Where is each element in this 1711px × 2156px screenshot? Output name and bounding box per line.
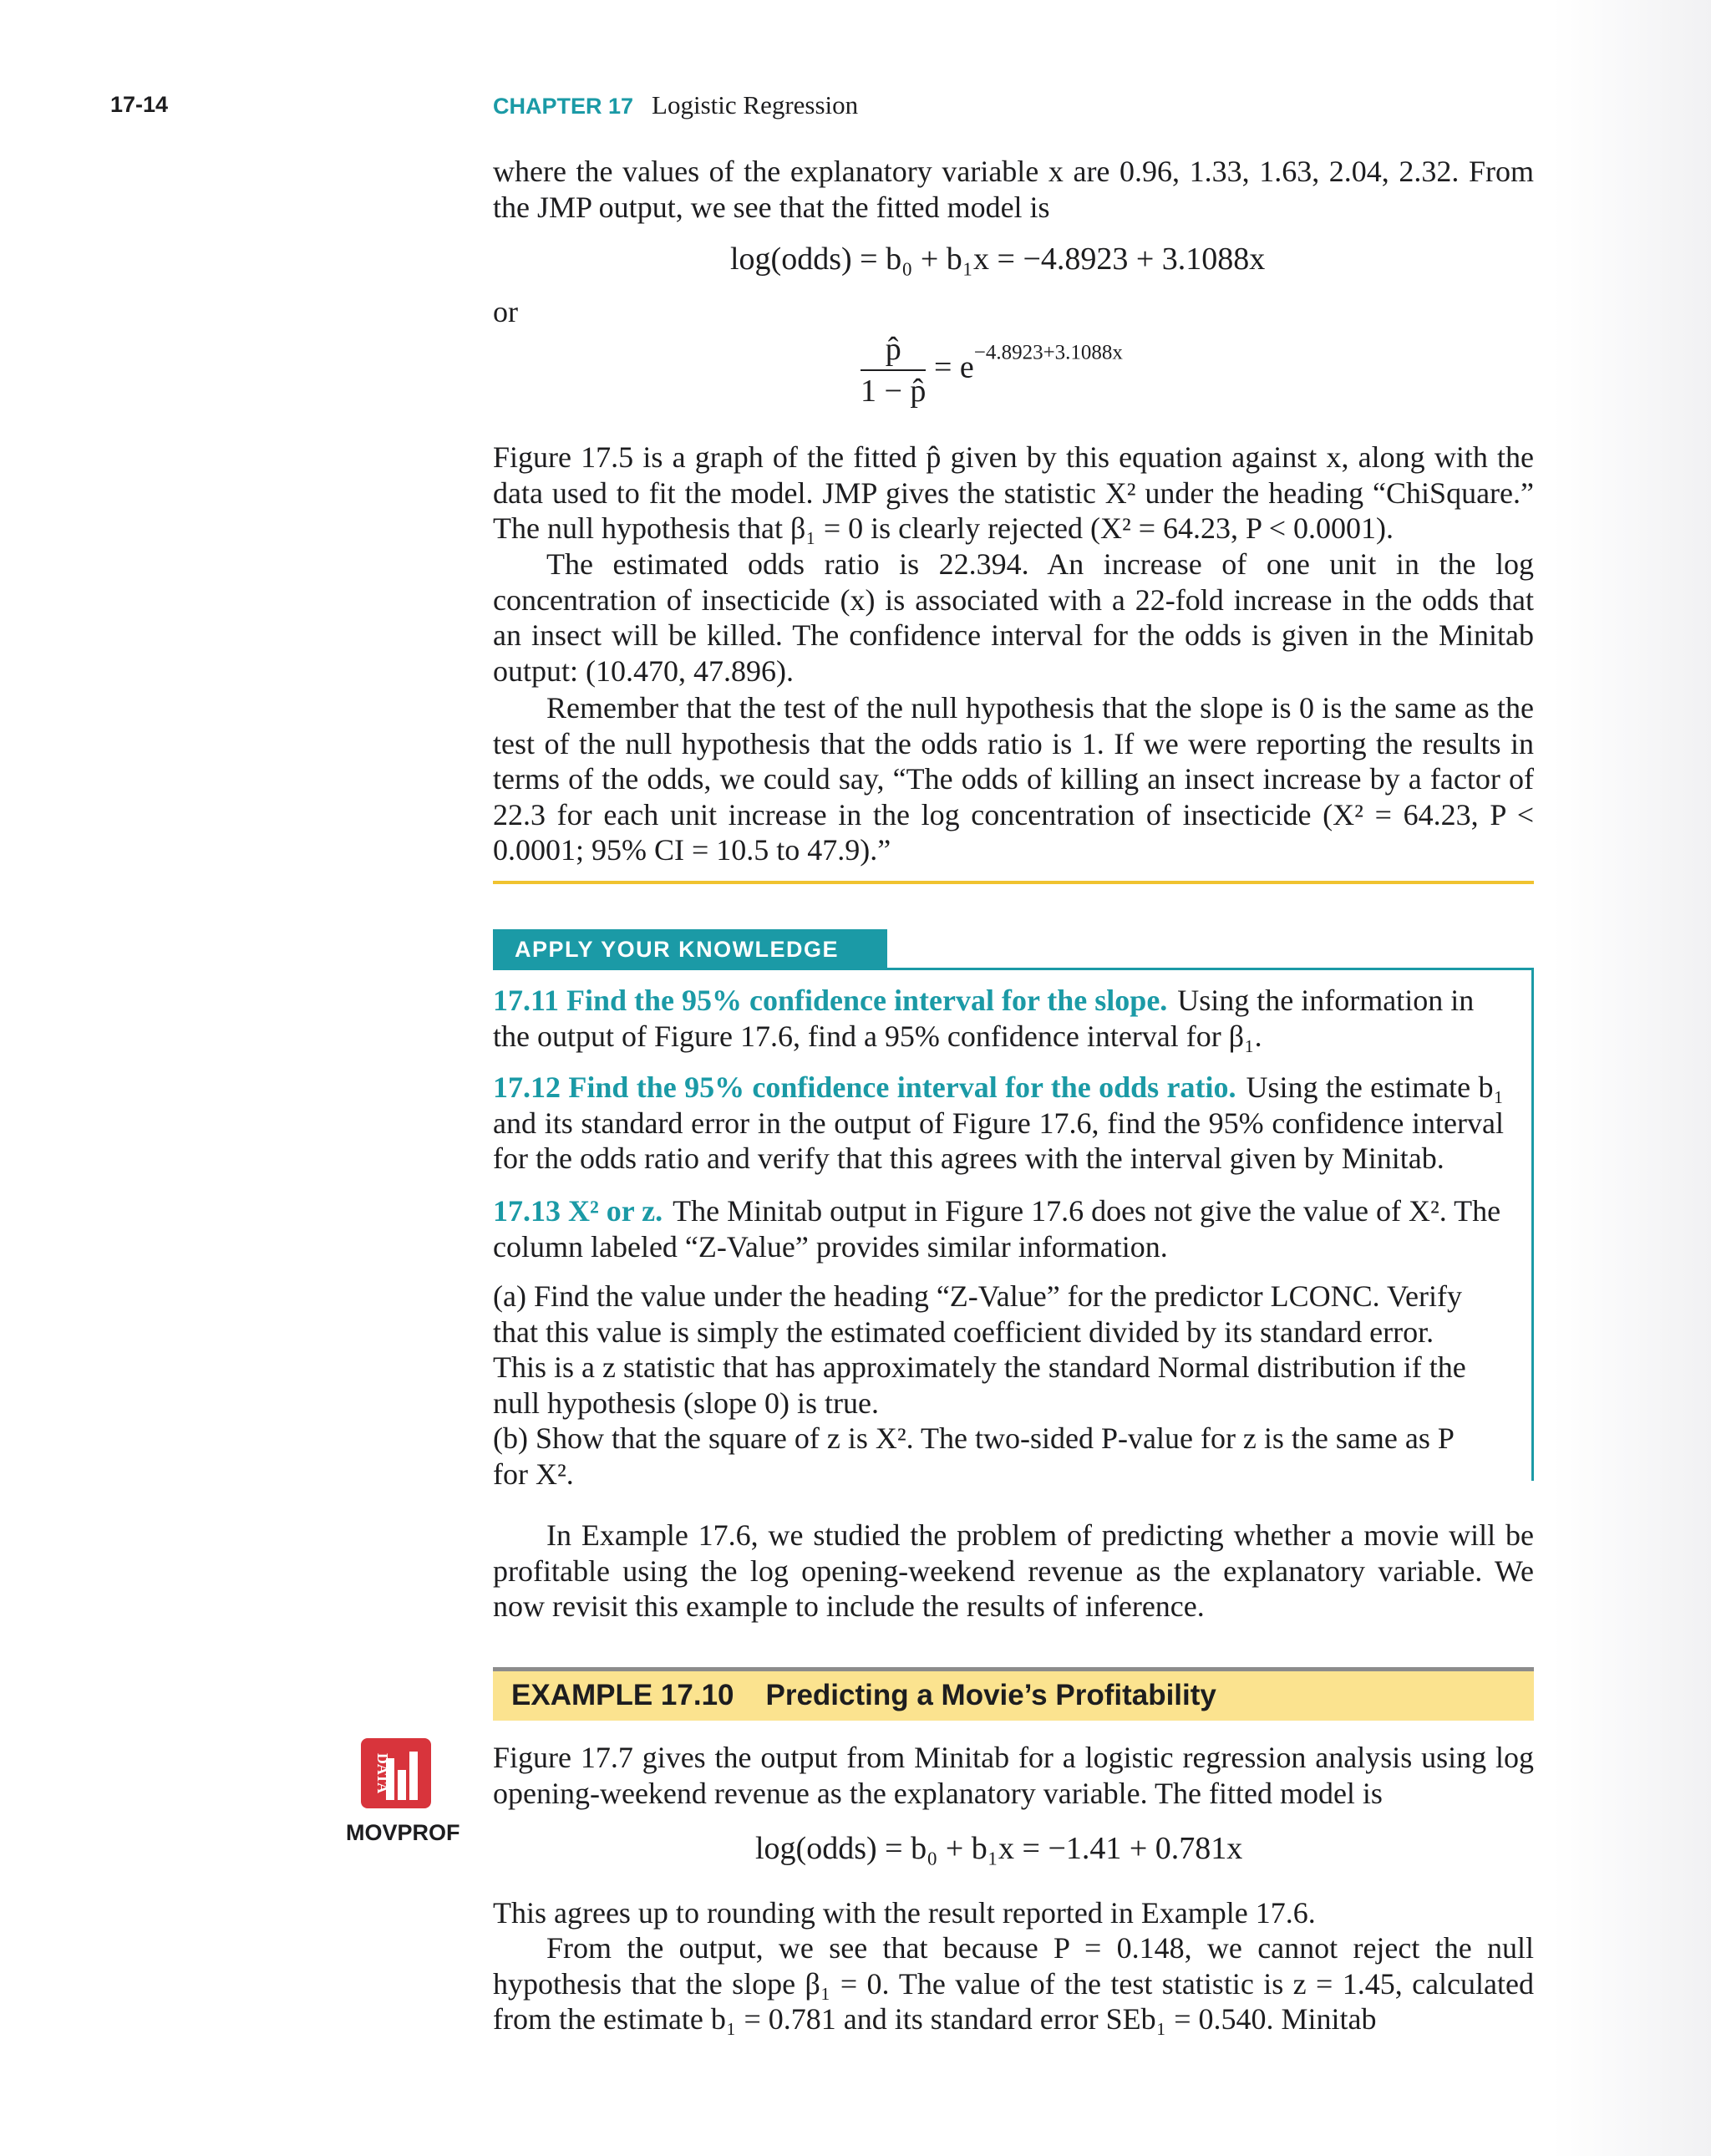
reporting-paragraph: Remember that the test of the null hypothesis that the slope is 0 is the same as the test of the null hypothesis that the odds ratio is 1. If we were reporting the results in terms of the odds, we could say, “The odds of killing an insect increase by a factor of 22.3 for each unit increase in the log concentration of insecticide (X² = 64.23, P < 0.0001; 95% CI = 10.5 to 47.9).” <box>493 691 1534 867</box>
chapter-title: Logistic Regression <box>652 90 859 119</box>
or-connector: or <box>493 295 518 328</box>
odds-fraction <box>861 331 926 409</box>
exercise-heading: 17.13 X² or z. <box>493 1194 663 1228</box>
equation-rhs: = b₀ + b₁x = −1.41 + 0.781x <box>885 1831 1243 1866</box>
equation-lhs: log(odds) <box>755 1831 877 1866</box>
example-intro-paragraph: Figure 17.7 gives the output from Minitab for a logistic regression analysis using log opening-weekend revenue as the explanatory variable. The fitted model is <box>493 1741 1534 1810</box>
exercise-body: Using the information in the output of Figure 17.6, find a 95% confidence interval for β₁. <box>493 984 1475 1053</box>
exercise-part-b: (b) Show that the square of z is X². The two-sided P-value for z is the same as P for X². <box>493 1421 1454 1491</box>
exercise-heading: 17.12 Find the 95% confidence interval for the odds ratio. <box>493 1070 1236 1104</box>
equation-equals-e: = e <box>933 349 974 385</box>
data-set-caption: MOVPROF <box>346 1820 460 1845</box>
data-icon-label: DATA <box>374 1752 391 1794</box>
data-set-icon <box>361 1738 431 1808</box>
running-head <box>493 90 858 120</box>
equation-rhs: = b₀ + b₁x = −4.8923 + 3.1088x <box>860 242 1266 277</box>
inference-paragraph: From the output, we see that because P = 0.148, we cannot reject the null hypothesis that the slope β₁ = 0. The value of the test statistic is z = 1.45, calculated from the estimate b₁ = 0.781 and its standard error SEb₁ = 0.540. Minitab <box>493 1931 1534 2036</box>
exercise-heading: 17.11 Find the 95% confidence interval for the slope. <box>493 984 1168 1017</box>
odds-equation <box>861 331 1123 409</box>
fraction-numerator: p̂ <box>861 331 926 371</box>
section-divider <box>493 881 1534 884</box>
equation-exponent: −4.8923+3.1088x <box>973 341 1123 364</box>
fitted-model-equation <box>730 241 1265 277</box>
exercise-body: The Minitab output in Figure 17.6 does not give the value of X². The column labeled “Z-Value” provides similar information. <box>493 1194 1501 1264</box>
intro-paragraph: where the values of the explanatory variable x are 0.96, 1.33, 1.63, 2.04, 2.32. From the JMP output, we see that the fitted model is <box>493 155 1534 224</box>
exercise-part-a: (a) Find the value under the heading “Z-Value” for the predictor LCONC. Verify that this value is simply the estimated coefficient divided by its standard error. This is a z statistic that has approximately the standard Normal distribution if the null hypothesis (slope 0) is true. <box>493 1279 1466 1420</box>
movie-model-equation <box>755 1830 1242 1867</box>
page-edge-shadow <box>1552 0 1711 2156</box>
example-heading-bar <box>493 1667 1534 1721</box>
rounding-note-paragraph: This agrees up to rounding with the result reported in Example 17.6. <box>493 1896 1316 1930</box>
page-number: 17-14 <box>110 92 169 117</box>
exercise-17-11 <box>493 983 1504 1054</box>
odds-ratio-paragraph: The estimated odds ratio is 22.394. An increase of one unit in the log concentration of insecticide (x) is associated with a 22-fold increase in the odds that an insect will be killed. The confidence interval for the odds is given in the Minitab output: (10.470, 47.896). <box>493 547 1534 688</box>
exercise-17-13 <box>493 1193 1504 1264</box>
fraction-denominator: 1 − p̂ <box>861 374 927 409</box>
figure-description-paragraph: Figure 17.5 is a graph of the fitted p̂ given by this equation against x, along with the data used to fit the model. JMP gives the statistic X² under the heading “ChiSquare.” The null hypothesis that β₁ = 0 is clearly rejected (X² = 64.23, P < 0.0001). <box>493 440 1534 545</box>
transition-paragraph: In Example 17.6, we studied the problem of predicting whether a movie will be profitable using the log opening-weekend revenue as the explanatory variable. We now revisit this example to include the results of inference. <box>493 1518 1534 1623</box>
example-number: EXAMPLE 17.10 <box>511 1679 734 1711</box>
example-title: Predicting a Movie’s Profitability <box>765 1679 1216 1711</box>
apply-your-knowledge-tab: APPLY YOUR KNOWLEDGE <box>493 929 887 969</box>
equation-lhs: log(odds) <box>730 242 852 277</box>
exercise-17-12 <box>493 1070 1504 1177</box>
chapter-label: CHAPTER 17 <box>493 94 634 119</box>
exercise-body: Using the estimate b₁ and its standard error in the output of Figure 17.6, find the 95% confidence interval for the odds ratio and verify that this agrees with the interval given by Minitab. <box>493 1070 1504 1175</box>
